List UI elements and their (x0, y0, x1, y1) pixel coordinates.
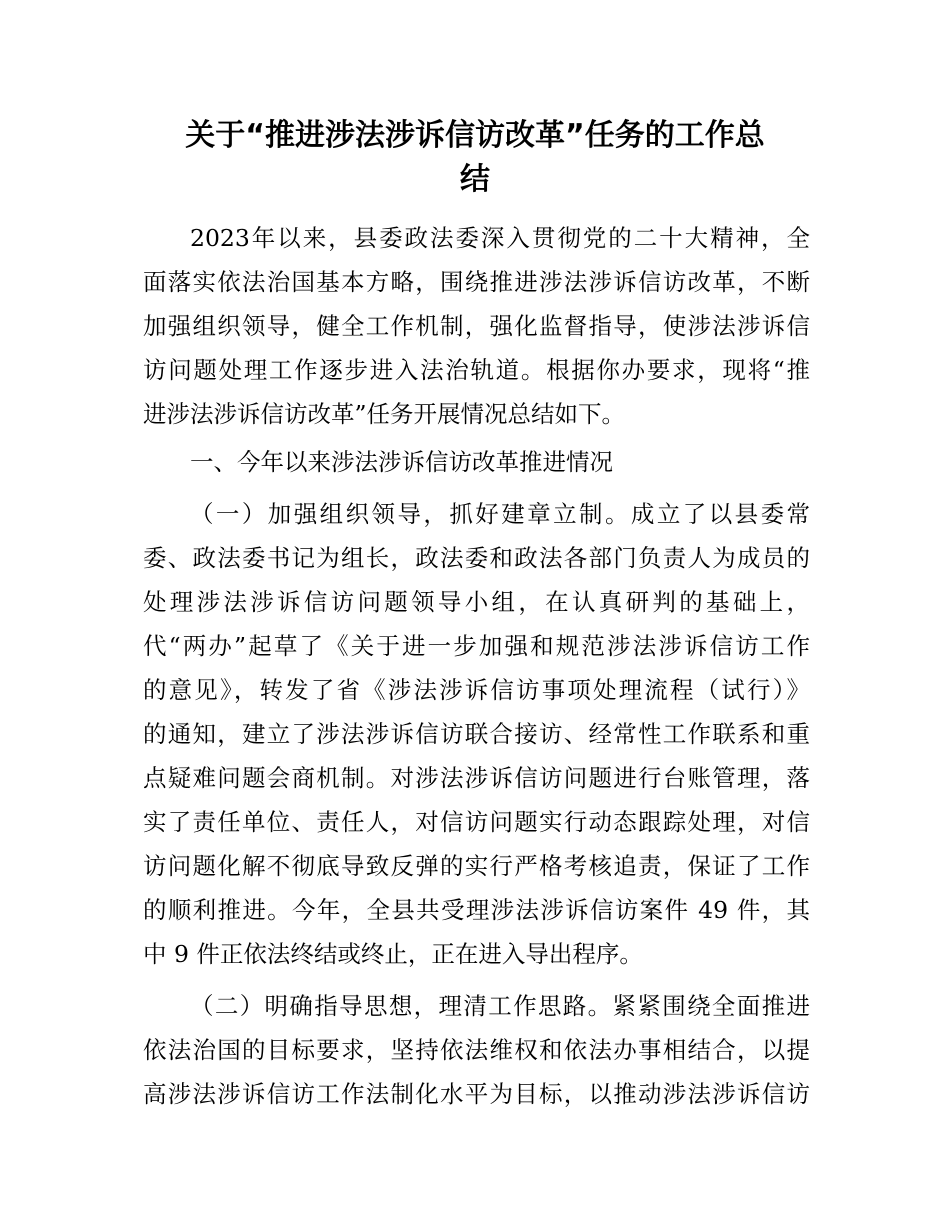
paragraph-line: 依法治国的目标要求，坚持依法维权和依法办事相结合，以提 (143, 1036, 810, 1064)
document-title-line-1: 关于“推进涉法涉诉信访改革”任务的工作总 (185, 118, 765, 153)
paragraph-line: 高涉法涉诉信访工作法制化水平为目标，以推动涉法涉诉信访 (143, 1080, 810, 1108)
paragraph-line: 2023年以来，县委政法委深入贯彻党的二十大精神，全 (190, 224, 810, 252)
paragraph-line: 实了责任单位、责任人，对信访问题实行动态跟踪处理，对信 (143, 808, 810, 836)
section-heading: 一、今年以来涉法涉诉信访改革推进情况 (190, 448, 613, 476)
paragraph-line: 访问题处理工作逐步进入法治轨道。根据你办要求，现将“推 (143, 356, 810, 384)
paragraph-line: 点疑难问题会商机制。对涉法涉诉信访问题进行台账管理，落 (143, 764, 810, 792)
paragraph-line: 加强组织领导，健全工作机制，强化监督指导，使涉法涉诉信 (143, 312, 810, 340)
paragraph-line: 代“两办”起草了《关于进一步加强和规范涉法涉诉信访工作 (143, 632, 810, 660)
document-title-line-2: 结 (460, 162, 490, 197)
paragraph-line: （二）明确指导思想，理清工作思路。紧紧围绕全面推进 (190, 992, 810, 1020)
paragraph-line: 进涉法涉诉信访改革”任务开展情况总结如下。 (143, 400, 626, 428)
paragraph-line: 中 9 件正依法终结或终止，正在进入导出程序。 (143, 940, 643, 968)
paragraph-line: 的通知，建立了涉法涉诉信访联合接访、经常性工作联系和重 (143, 720, 810, 748)
paragraph-line: （一）加强组织领导，抓好建章立制。成立了以县委常 (190, 500, 810, 528)
paragraph-line: 处理涉法涉诉信访问题领导小组，在认真研判的基础上， (143, 588, 810, 616)
paragraph-line: 委、政法委书记为组长，政法委和政法各部门负责人为成员的 (143, 544, 810, 572)
paragraph-line: 访问题化解不彻底导致反弹的实行严格考核追责，保证了工作 (143, 852, 810, 880)
paragraph-line: 的意见》，转发了省《涉法涉诉信访事项处理流程（试行）》 (143, 676, 810, 704)
paragraph-line: 面落实依法治国基本方略，围绕推进涉法涉诉信访改革，不断 (143, 268, 810, 296)
paragraph-line: 的顺利推进。今年，全县共受理涉法涉诉信访案件 49 件，其 (143, 896, 810, 924)
